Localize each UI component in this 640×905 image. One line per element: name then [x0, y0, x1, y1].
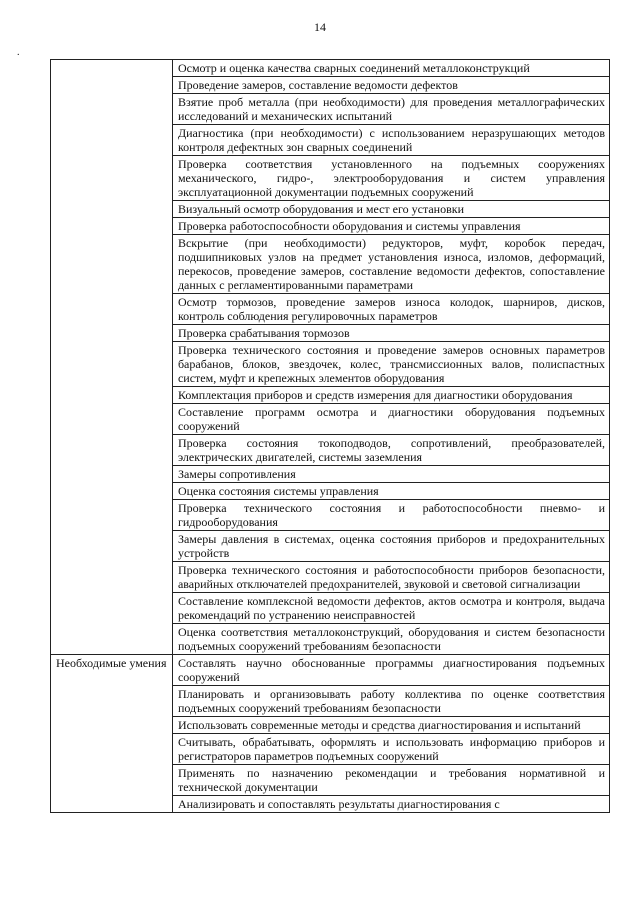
table-cell: Проверка состояния токоподводов, сопротивлений, преобразователей, электрических двигателей, системы заземления [172, 435, 609, 466]
requirements-table-body [51, 60, 610, 813]
table-cell: Проверка технического состояния и работоспособности приборов безопасности, аварийных отключателей предохранителей, звуковой и световой сигнализации [172, 562, 609, 593]
table-cell: Взятие проб металла (при необходимости) для проведения металлографических исследований и механических испытаний [172, 94, 609, 125]
table-row [51, 60, 610, 77]
table-cell: Замеры сопротивления [172, 466, 609, 483]
group-label-cell: Необходимые умения [51, 655, 173, 813]
table-cell: Составление программ осмотра и диагностики оборудования подъемных сооружений [172, 404, 609, 435]
table-cell: Проверка срабатывания тормозов [172, 325, 609, 342]
corner-mark: . [17, 47, 20, 58]
table-cell: Визуальный осмотр оборудования и мест его установки [172, 201, 609, 218]
table-cell: Использовать современные методы и средства диагностирования и испытаний [172, 717, 609, 734]
table-cell: Считывать, обрабатывать, оформлять и использовать информацию приборов и регистраторов параметров подъемных сооружений [172, 734, 609, 765]
table-cell: Оценка соответствия металлоконструкций, оборудования и систем безопасности подъемных сооружений требованиям безопасности [172, 624, 609, 655]
requirements-table [50, 59, 610, 813]
table-cell: Вскрытие (при необходимости) редукторов, муфт, коробок передач, подшипниковых узлов на предмет установления износа, изломов, деформаций, перекосов, проведение замеров, составление ведомости дефектов, сопоставление данных с регламентированными параметрами [172, 235, 609, 294]
table-cell: Применять по назначению рекомендации и требования нормативной и технической документации [172, 765, 609, 796]
table-cell: Оценка состояния системы управления [172, 483, 609, 500]
table-cell: Комплектация приборов и средств измерения для диагностики оборудования [172, 387, 609, 404]
table-row [51, 655, 610, 686]
table-cell: Осмотр тормозов, проведение замеров износа колодок, шарниров, дисков, контроль соблюдения регулировочных параметров [172, 294, 609, 325]
table-cell: Планировать и организовывать работу коллектива по оценке соответствия подъемных сооружений требованиям безопасности [172, 686, 609, 717]
group-label-cell-empty [51, 60, 173, 655]
table-cell: Осмотр и оценка качества сварных соединений металлоконструкций [172, 60, 609, 77]
table-cell: Составлять научно обоснованные программы диагностирования подъемных сооружений [172, 655, 609, 686]
table-cell: Проверка технического состояния и работоспособности пневмо- и гидрооборудования [172, 500, 609, 531]
table-cell: Составление комплексной ведомости дефектов, актов осмотра и контроля, выдача рекомендаций по устранению неисправностей [172, 593, 609, 624]
table-cell: Анализировать и сопоставлять результаты диагностирования с [172, 796, 609, 813]
table-cell: Проверка работоспособности оборудования и системы управления [172, 218, 609, 235]
table-cell: Проверка технического состояния и проведение замеров основных параметров барабанов, блоков, звездочек, колес, трансмиссионных валов, полиспастных систем, муфт и крепежных элементов оборудования [172, 342, 609, 387]
page-number: 14 [314, 20, 326, 34]
table-cell: Проверка соответствия установленного на подъемных сооружениях механического, гидро-, электрооборудования и систем управления эксплуатационной документации подъемных сооружений [172, 156, 609, 201]
table-cell: Проведение замеров, составление ведомости дефектов [172, 77, 609, 94]
table-cell: Диагностика (при необходимости) с использованием неразрушающих методов контроля дефектных зон сварных соединений [172, 125, 609, 156]
table-cell: Замеры давления в системах, оценка состояния приборов и предохранительных устройств [172, 531, 609, 562]
